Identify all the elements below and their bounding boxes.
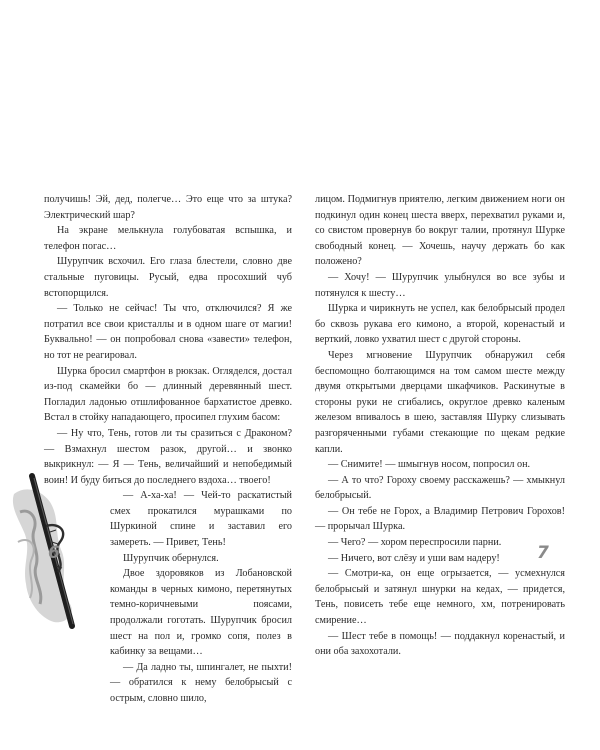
paragraph: Шурупчик обернулся. — [123, 552, 219, 564]
paragraph: — А-ха-ха! — Чей-то раскатистый смех прокатился мурашками по Шуркиной спине и заставил его замереть. — Привет, Тень! — [110, 490, 292, 549]
paragraph: — Снимите! — шмыгнув носом, попросил он. — [328, 459, 531, 471]
page-number-right: 7 — [537, 543, 549, 563]
paragraph: — Да ладно ты, шпингалет, не пыхти! — обратился к нему белобрысый с острым, словно шило, — [110, 661, 292, 704]
paragraph: Через мгновение Шурупчик обнаружил себя беспомощно болтающимся на том самом шесте между двумя открытыми дверцами шкафчиков. Раскинутые в стороны руки не сгибались, округлое древко каленым железом впивалось в шею, заставляя Шурку слизывать разгоряченными губами стекающие по щекам редкие капли. — [315, 349, 565, 455]
paragraph: — Он тебе не Горох, а Владимир Петрович Горохов! — прорычал Шурка. — [315, 505, 565, 533]
paragraph: Шурка бросил смартфон в рюкзак. Огляделся, достал из-под скамейки бо — длинный деревянный шест. Погладил ладонью отшлифованное бархатистое древко. Встал в стойку нападающего, просипел глухим басом: — [44, 365, 292, 424]
paragraph: лицом. Подмигнув приятелю, легким движением ноги он подкинул один конец шеста вверх, перехватил руками и, со свистом провернув бо вокруг талии, протянул Шурке свободный конец. — Хочешь, научу держать бо как положено? — [315, 194, 565, 268]
page-number-left: 6 — [48, 543, 60, 563]
paragraph: — Ничего, вот слёзу и уши вам надеру! — [328, 552, 500, 564]
right-page-text — [315, 192, 565, 660]
paragraph: — Ну что, Тень, готов ли ты сразиться с Драконом? — Взмахнул шестом разок, другой… и звонко выкрикнул: — Я — Тень, величайший и непобедимый воин! И буду биться до последнего вздоха… твоего! — [44, 427, 292, 486]
paragraph: — Чего? — хором переспросили парни. — [328, 537, 502, 549]
paragraph: — А то что? Гороху своему расскажешь? — хмыкнул белобрысый. — [315, 474, 565, 502]
paragraph: Шурка и чирикнуть не успел, как белобрысый продел бо сквозь рукава его кимоно, а второй, коренастый и верткий, ловко ухватил шест с другой стороны. — [315, 303, 565, 346]
paragraph: получишь! Эй, дед, полегче… Это еще что за штука? Электрический шар? — [44, 194, 292, 221]
paragraph: — Смотри-ка, он еще огрызается, — усмехнулся белобрысый и затянул шнурки на кедах, — придется, Тень, повисеть тебе еще немного, хм, потренировать смирение… — [315, 568, 565, 627]
paragraph: На экране мелькнула голубоватая вспышка, и телефон погас… — [44, 225, 292, 252]
paragraph: — Хочу! — Шурупчик улыбнулся во все зубы и потянулся к шесту… — [315, 271, 565, 299]
paragraph: — Только не сейчас! Ты что, отключился? Я же потратил все свои кристаллы и в одном шаге от магии! Буквально! — он попробовал снова «завести» телефон, но тот не реагировал. — [44, 303, 292, 361]
paragraph: Двое здоровяков из Лобановской команды в черных кимоно, перетянутых темно-коричневыми поясами, продолжали гоготать. Шурупчик бросил шест на пол и, громко сопя, полез в кабинку за вещами… — [110, 568, 292, 658]
paragraph: Шурупчик всхочил. Его глаза блестели, словно две стальные пуговицы. Русый, едва просохший чуб встопорщился. — [44, 256, 292, 299]
paragraph: — Шест тебе в помощь! — поддакнул коренастый, и они оба захохотали. — [315, 630, 565, 658]
